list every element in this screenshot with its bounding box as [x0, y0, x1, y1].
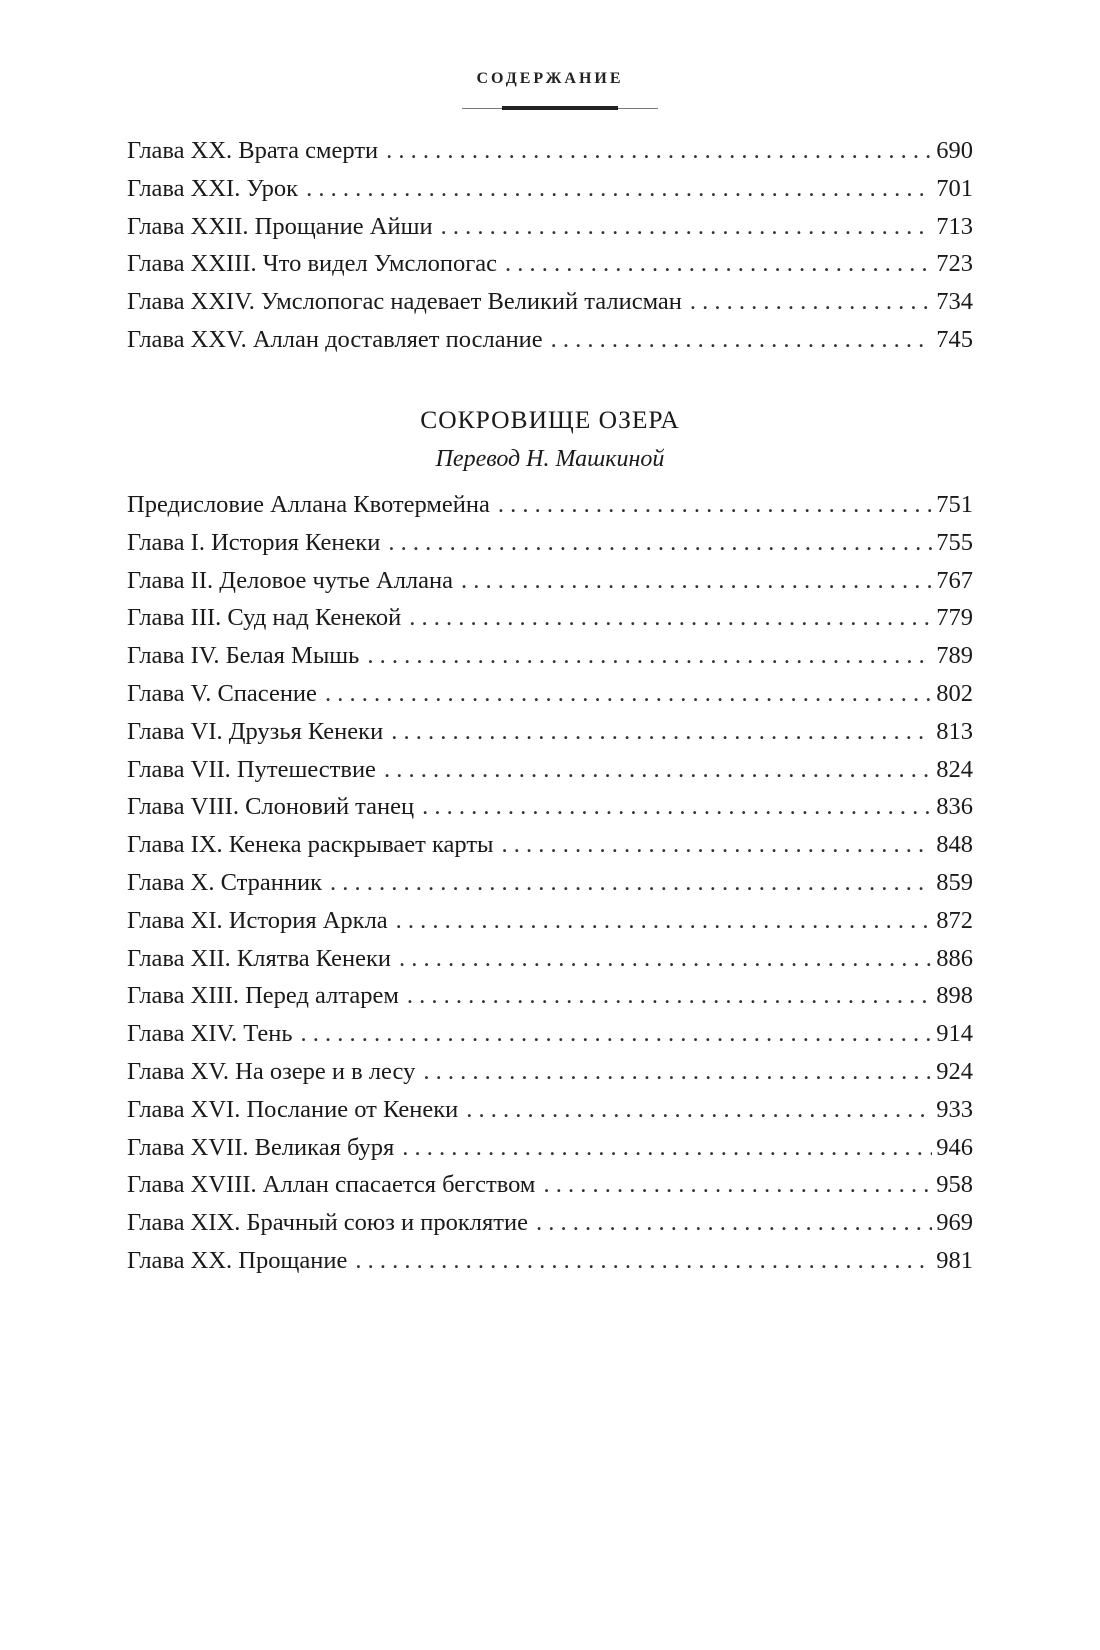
dot-leader: [325, 675, 932, 713]
toc-entry-page: 924: [936, 1057, 973, 1085]
dot-leader: [402, 1129, 932, 1167]
toc-entry-page: 745: [936, 325, 973, 353]
toc-entry: [127, 751, 973, 789]
toc-entry: [127, 1091, 973, 1129]
dot-leader: [422, 788, 932, 826]
toc-entry: [127, 208, 973, 246]
toc-entry-title: Глава I. История Кенеки: [127, 528, 381, 556]
toc-entry: [127, 562, 973, 600]
toc-list-part2: [127, 486, 973, 1280]
toc-entry-page: 813: [936, 717, 973, 745]
toc-entry: [127, 170, 973, 208]
toc-entry-page: 859: [936, 868, 973, 896]
dot-leader: [399, 940, 932, 978]
toc-entry-page: 914: [936, 1020, 973, 1048]
dot-leader: [543, 1166, 932, 1204]
dot-leader: [388, 524, 932, 562]
toc-entry-page: 789: [936, 642, 973, 670]
toc-entry: [127, 788, 973, 826]
toc-entry-page: 701: [936, 174, 973, 202]
toc-entry: [127, 977, 973, 1015]
toc-entry-title: Глава IX. Кенека раскрывает карты: [127, 831, 494, 859]
dot-leader: [386, 132, 932, 170]
toc-entry: [127, 1166, 973, 1204]
dot-leader: [461, 562, 932, 600]
toc-entry: [127, 940, 973, 978]
dot-leader: [367, 637, 932, 675]
toc-entry-page: 802: [936, 679, 973, 707]
toc-entry-title: Глава III. Суд над Кенекой: [127, 604, 402, 632]
dot-leader: [551, 321, 933, 359]
toc-entry-page: 946: [936, 1133, 973, 1161]
toc-entry-title: Глава XV. На озере и в лесу: [127, 1057, 416, 1085]
toc-entry: [127, 902, 973, 940]
dot-leader: [330, 864, 932, 902]
toc-entry-title: Глава XVII. Великая буря: [127, 1133, 395, 1161]
toc-entry-page: 836: [936, 793, 973, 821]
toc-entry-title: Глава II. Деловое чутье Аллана: [127, 566, 454, 594]
toc-entry: [127, 675, 973, 713]
toc-entry-page: 723: [936, 250, 973, 278]
dot-leader: [301, 1015, 933, 1053]
dot-leader: [505, 245, 932, 283]
toc-entry: [127, 1053, 973, 1091]
toc-entry: [127, 1015, 973, 1053]
toc-entry: [127, 486, 973, 524]
toc-entry: [127, 713, 973, 751]
toc-entry-page: 755: [936, 528, 973, 556]
toc-entry-title: Глава XI. История Аркла: [127, 906, 388, 934]
toc-entry: [127, 132, 973, 170]
toc-entry-title: Глава XXII. Прощание Айши: [127, 212, 433, 240]
toc-entry-title: Глава XVI. Послание от Кенеки: [127, 1095, 459, 1123]
toc-entry: [127, 283, 973, 321]
dot-leader: [306, 170, 932, 208]
toc-entry: [127, 245, 973, 283]
toc-entry-page: 933: [936, 1095, 973, 1123]
toc-entry: [127, 1242, 973, 1280]
dot-leader: [502, 826, 933, 864]
dot-leader: [409, 599, 932, 637]
toc-entry-page: 713: [936, 212, 973, 240]
toc-entry-title: Глава VI. Друзья Кенеки: [127, 717, 384, 745]
dot-leader: [391, 713, 932, 751]
toc-entry-title: Глава XXIV. Умслопогас надевает Великий талисман: [127, 288, 682, 316]
toc-entry: [127, 599, 973, 637]
toc-entry-title: Глава XX. Врата смерти: [127, 137, 379, 164]
toc-entry-title: Глава XXIII. Что видел Умслопогас: [127, 250, 498, 278]
toc-entry: [127, 864, 973, 902]
toc-entry-page: 872: [936, 906, 973, 934]
running-head: СОДЕРЖАНИЕ: [476, 70, 624, 87]
toc-entry: [127, 637, 973, 675]
toc-entry-page: 690: [936, 137, 973, 164]
toc-entry-title: Предисловие Аллана Квотермейна: [127, 491, 490, 518]
dot-leader: [498, 486, 932, 524]
toc-entry-title: Глава XXV. Аллан доставляет послание: [127, 325, 543, 353]
toc-entry-title: Глава XIV. Тень: [127, 1020, 293, 1048]
toc-entry-page: 981: [936, 1246, 973, 1274]
section-translator: Перевод Н. Машкиной: [435, 446, 665, 472]
toc-entry-page: 969: [936, 1209, 973, 1237]
dot-leader: [690, 283, 932, 321]
toc-entry-title: Глава XX. Прощание: [127, 1246, 348, 1274]
dot-leader: [355, 1242, 932, 1280]
toc-entry-page: 898: [936, 982, 973, 1010]
dot-leader: [407, 977, 932, 1015]
toc-entry-page: 958: [936, 1171, 973, 1199]
toc-entry-page: 886: [936, 944, 973, 972]
toc-entry-title: Глава XII. Клятва Кенеки: [127, 944, 391, 972]
toc-entry-page: 751: [936, 491, 973, 518]
section-title: СОКРОВИЩЕ ОЗЕРА: [420, 405, 680, 434]
dot-leader: [423, 1053, 932, 1091]
toc-entry: [127, 826, 973, 864]
toc-entry-page: 779: [936, 604, 973, 632]
toc-entry: [127, 524, 973, 562]
toc-entry-title: Глава XIII. Перед алтарем: [127, 982, 399, 1010]
toc-entry-page: 848: [936, 831, 973, 859]
dot-leader: [384, 751, 932, 789]
toc-entry: [127, 1129, 973, 1167]
toc-entry-page: 767: [936, 566, 973, 594]
toc-entry-title: Глава XIX. Брачный союз и проклятие: [127, 1209, 528, 1237]
toc-entry-title: Глава XXI. Урок: [127, 174, 299, 202]
toc-entry-page: 734: [936, 288, 973, 316]
dot-leader: [466, 1091, 932, 1129]
toc-entry-page: 824: [936, 755, 973, 783]
toc-entry-title: Глава X. Странник: [127, 868, 322, 896]
header-rule-accent: [502, 106, 618, 110]
dot-leader: [441, 208, 933, 246]
toc-entry: [127, 321, 973, 359]
toc-entry-title: Глава IV. Белая Мышь: [127, 642, 360, 670]
toc-entry-title: Глава VII. Путешествие: [127, 755, 376, 783]
toc-entry: [127, 1204, 973, 1242]
toc-entry-title: Глава XVIII. Аллан спасается бегством: [127, 1171, 536, 1199]
toc-entry-title: Глава V. Спасение: [127, 679, 317, 707]
dot-leader: [396, 902, 933, 940]
toc-entry-title: Глава VIII. Слоновий танец: [127, 793, 415, 821]
toc-list-part1: [127, 132, 973, 359]
dot-leader: [536, 1204, 932, 1242]
